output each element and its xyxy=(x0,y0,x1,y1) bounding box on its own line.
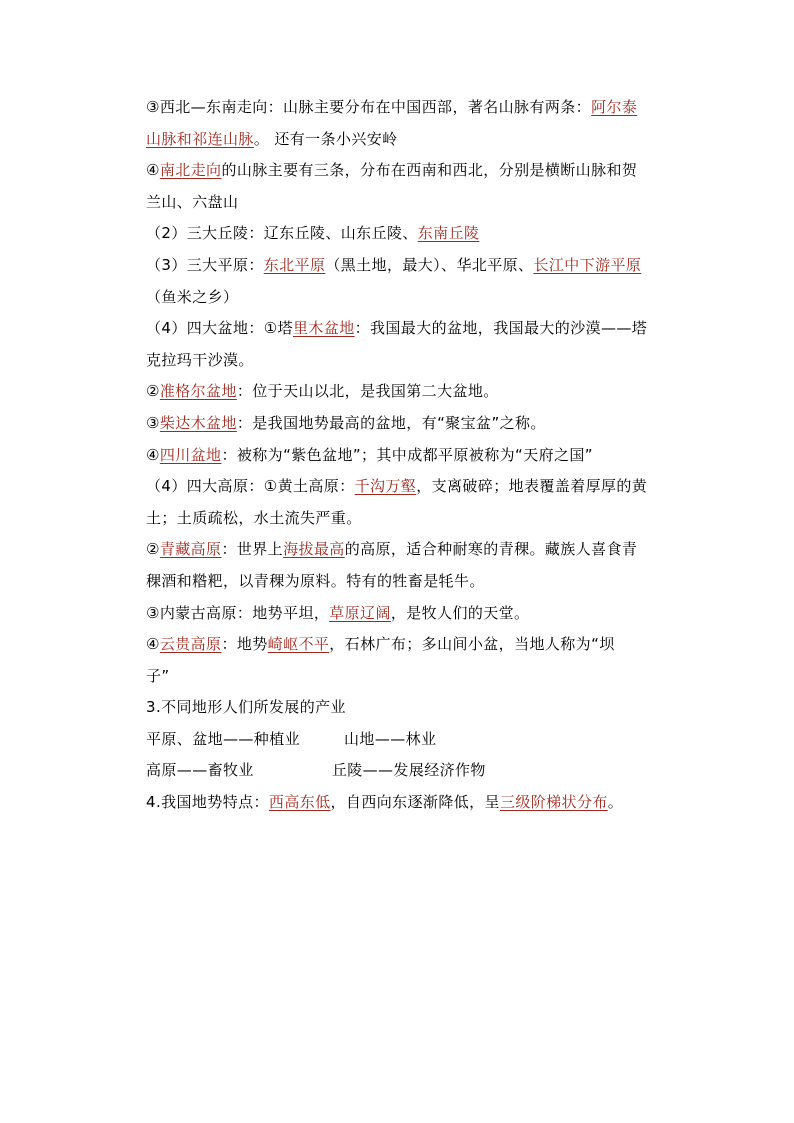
highlighted-term: 草原辽阔 xyxy=(329,603,391,622)
highlighted-term: 山脉和祁连山脉 xyxy=(146,129,254,148)
text-line xyxy=(146,345,676,377)
text-segment: 。 还有一条小兴安岭 xyxy=(253,129,398,148)
highlighted-term: 三级阶梯状分布 xyxy=(499,793,608,812)
text-segment: ：我国最大的盆地，我国最大的沙漠——塔 xyxy=(354,319,648,338)
text-segment: 3.不同地形人们所发展的产业 xyxy=(146,698,346,717)
text-line xyxy=(146,724,676,756)
highlighted-term: 长江中下游平原 xyxy=(533,255,642,274)
highlighted-term: 准格尔盆地 xyxy=(159,382,237,401)
text-segment: （黑土地，最大）、华北平原、 xyxy=(325,255,534,274)
highlighted-term: 四川盆地 xyxy=(159,445,222,464)
text-segment: ，支离破碎；地表覆盖着厚厚的黄 xyxy=(416,477,648,496)
text-segment: 山地——林业 xyxy=(344,729,437,748)
highlighted-term: 云贵高原 xyxy=(159,635,222,654)
text-segment: （4）四大高原：①黄土高原： xyxy=(146,477,355,496)
text-line xyxy=(146,218,676,250)
text-line xyxy=(146,566,676,598)
text-segment: ④ xyxy=(146,445,160,464)
text-segment: ③ xyxy=(146,413,160,432)
text-line xyxy=(146,787,676,819)
text-line xyxy=(146,124,676,156)
text-segment: 土；土质疏松，水土流失严重。 xyxy=(146,508,362,527)
text-line xyxy=(146,250,676,282)
text-segment: 平原、盆地——种植业 xyxy=(146,729,301,748)
text-line xyxy=(146,155,676,187)
text-line xyxy=(146,534,676,566)
text-segment: 4.我国地势特点： xyxy=(146,793,269,812)
highlighted-term: 阿尔泰 xyxy=(591,98,638,116)
text-line xyxy=(146,692,676,724)
highlighted-term: 海拔最高 xyxy=(283,540,345,559)
highlighted-term: 崎岖不平 xyxy=(267,635,330,654)
text-segment: 丘陵——发展经济作物 xyxy=(331,761,486,780)
text-line xyxy=(146,503,676,535)
text-segment: ：被称为“紫色盆地”；其中成都平原被称为“天府之国” xyxy=(221,445,593,464)
text-segment: ④ xyxy=(146,161,160,180)
highlighted-term: 柴达木盆地 xyxy=(159,413,237,432)
text-segment: （3）三大平原： xyxy=(146,255,264,274)
text-line xyxy=(146,471,676,503)
text-segment: 兰山、六盘山 xyxy=(146,192,239,211)
highlighted-term: 千沟万壑 xyxy=(354,477,417,496)
highlighted-term: 里木盆地 xyxy=(293,319,355,338)
text-line xyxy=(146,408,676,440)
text-segment: ④ xyxy=(146,635,160,654)
text-segment: ，是牧人们的天堂。 xyxy=(390,603,530,622)
text-segment: ② xyxy=(146,382,160,401)
text-line xyxy=(146,92,676,124)
text-segment: （4）四大盆地：①塔 xyxy=(146,319,293,338)
text-segment: ：位于天山以北，是我国第二大盆地。 xyxy=(236,382,499,401)
text-segment: ：是我国地势最高的盆地，有“聚宝盆”之称。 xyxy=(236,413,546,432)
text-line xyxy=(146,187,676,219)
text-segment: （鱼米之乡） xyxy=(146,287,239,306)
highlighted-term: 西高东低 xyxy=(268,793,331,812)
text-segment: 高原——畜牧业 xyxy=(146,761,254,780)
text-segment: ，自西向东逐渐降低，呈 xyxy=(330,793,500,812)
text-segment: 的高原，适合种耐寒的青稞。藏族人喜食青 xyxy=(344,540,638,559)
document-body xyxy=(146,92,676,819)
text-segment: （2）三大丘陵：辽东丘陵、山东丘陵、 xyxy=(146,224,418,243)
text-line xyxy=(146,313,676,345)
text-segment: ：地势 xyxy=(221,635,268,654)
text-segment: 的山脉主要有三条，分布在西南和西北，分别是横断山脉和贺 xyxy=(221,161,638,180)
text-line xyxy=(146,755,676,787)
highlighted-term: 东南丘陵 xyxy=(417,224,480,243)
text-line xyxy=(146,282,676,314)
text-line xyxy=(146,661,676,693)
text-segment: 稞酒和糌粑，以青稞为原料。特有的牲畜是牦牛。 xyxy=(146,571,485,590)
text-line xyxy=(146,629,676,661)
highlighted-term: 东北平原 xyxy=(263,255,326,274)
text-segment: ② xyxy=(146,540,160,559)
highlighted-term: 南北走向 xyxy=(159,161,222,180)
text-line xyxy=(146,598,676,630)
text-segment: ③西北—东南走向：山脉主要分布在中国西部，著名山脉有两条： xyxy=(146,98,592,116)
text-line xyxy=(146,440,676,472)
text-segment: ：世界上 xyxy=(221,540,284,559)
text-segment: ，石林广布；多山间小盆，当地人称为“坝 xyxy=(329,635,615,654)
highlighted-term: 青藏高原 xyxy=(159,540,222,559)
text-segment: 子” xyxy=(146,666,170,685)
text-segment: ③内蒙古高原：地势平坦， xyxy=(146,603,330,622)
text-line xyxy=(146,376,676,408)
text-segment: 克拉玛干沙漠。 xyxy=(146,350,254,369)
text-segment: 。 xyxy=(607,793,624,812)
